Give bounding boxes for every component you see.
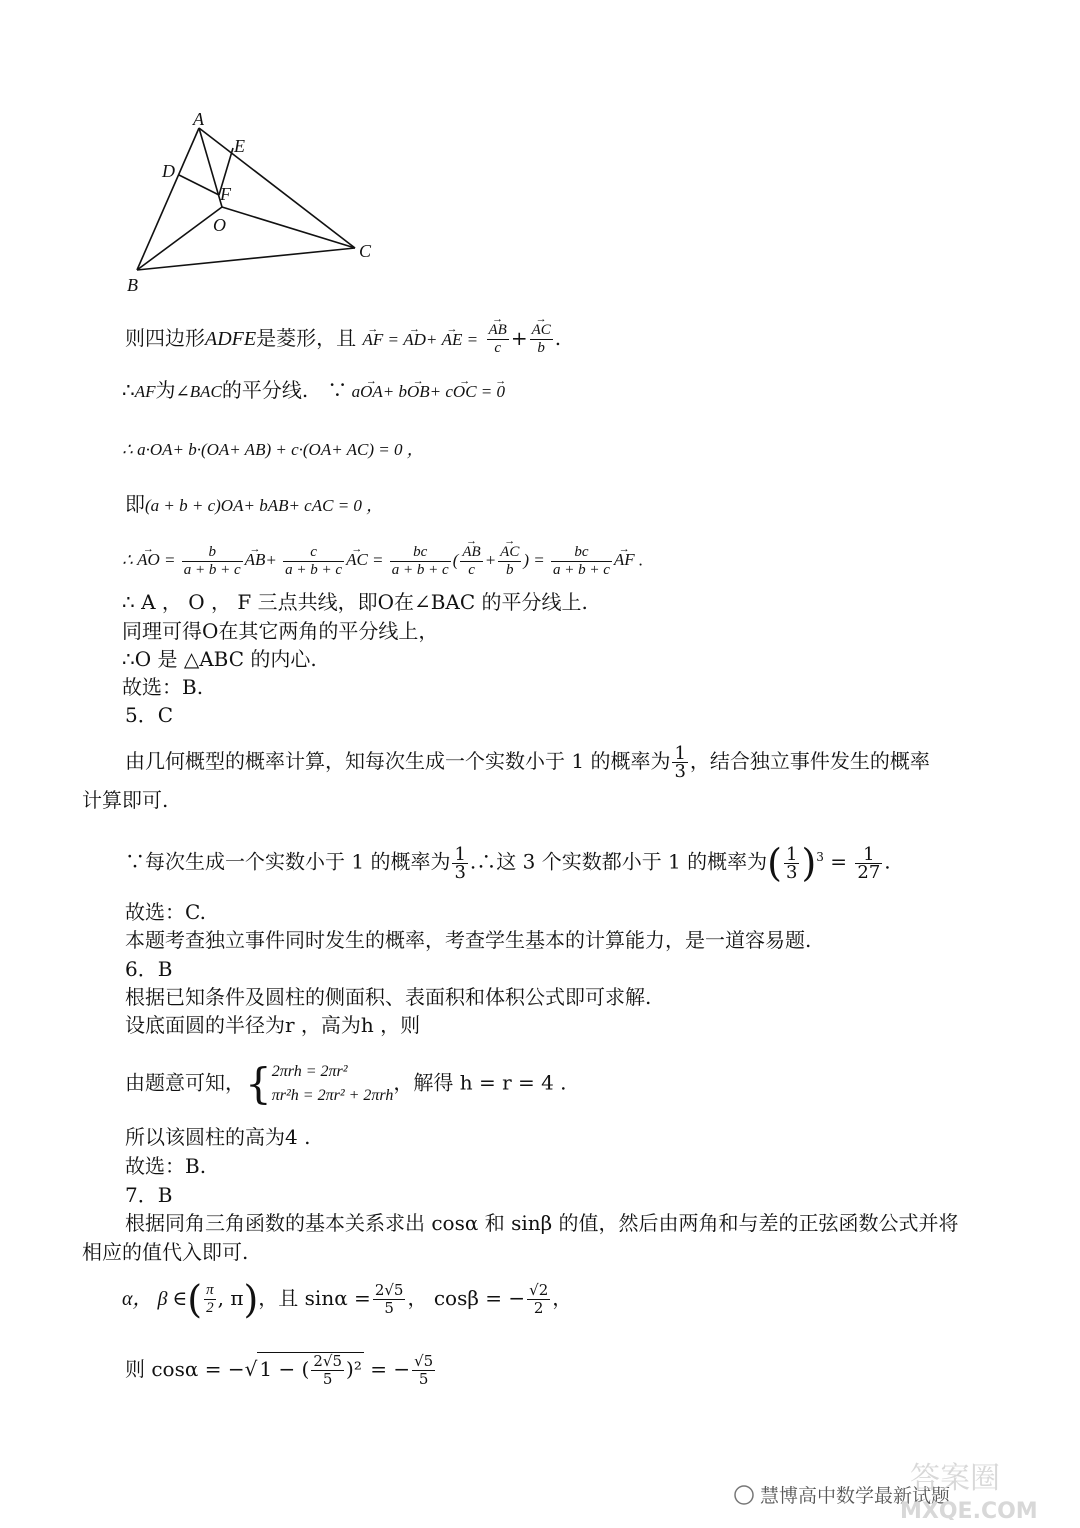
triangle-figure [115, 105, 395, 305]
answer-5: 故选：C. [125, 900, 206, 924]
label-f: F [220, 184, 231, 204]
label-c: C [359, 241, 372, 261]
vector-equation-2: 即(a + b + c)OA+ bAB+ cAC = 0 ， [125, 492, 384, 516]
q7-given: α， β ∈( $\frac{\pi}{2}$ , π)，且 sinα = $\frac{2√5}{5}$ ， cosβ = − $\frac{√2}{2}$ ， [122, 1277, 573, 1322]
bisector-statement: ∴AF为∠BAC的平分线. ∵ a→ OA+ b→ OB+ c→ OC = → 0 [122, 378, 505, 404]
question-6-heading: 6．B [125, 957, 173, 981]
edge-ab [137, 128, 199, 270]
segment-co [222, 207, 355, 248]
ao-expression: ∴ → AO = $\frac{b}{a + b + c}$ → AB+ $\frac{c}{a + b + c}$ → AC = $\frac{bc}{a + b + c}$ ( → $\frac{AB}{c}$ + → $\frac{AC}{b}$ ) = $\frac{bc}{a + b + c}$ → AF . [122, 544, 643, 579]
segment-ao [199, 128, 222, 207]
q5-analysis-line1: 由几何概型的概率计算，知每次生成一个实数小于 1 的概率为 $\frac{1}{3}$ ，结合独立事件发生的概率 [125, 743, 930, 782]
label-a: A [193, 109, 204, 129]
label-o: O [213, 215, 226, 235]
label-e: E [234, 136, 245, 156]
rhombus-statement: 则四边形ADFE是菱形，且 → AF = → AD+ → AE = → $\frac{AB}{c}$ + → $\frac{AC}{b}$ . [125, 322, 561, 357]
segment-bo [137, 207, 222, 270]
q7-analysis-line1: 根据同角三角函数的基本关系求出 cosα 和 sinβ 的值，然后由两角和与差的正弦函数公式并将 [125, 1211, 959, 1235]
q6-system: 由题意可知，{ 2πrh = 2πr² πr²h = 2πr² + 2πrh ，解得 h = r = 4 . [125, 1059, 567, 1108]
watermark-stamp: 答案圈 [910, 1461, 1000, 1496]
fraction: → $\frac{AB}{c}$ [487, 322, 509, 357]
label-b: B [127, 275, 138, 295]
answer-6: 故选：B. [125, 1154, 207, 1178]
edge-bc [137, 248, 355, 270]
q6-analysis: 根据已知条件及圆柱的侧面积、表面积和体积公式即可求解. [125, 985, 652, 1009]
text-frag: 是菱形，且 [256, 326, 357, 350]
q5-note: 本题考查独立事件同时发生的概率，考查学生基本的计算能力，是一道容易题. [125, 928, 812, 952]
vector-equation-1: ∴ a·OA+ b·(OA+ AB) + c·(OA+ AC) = 0 ， [122, 440, 424, 459]
question-5-heading: 5．C [125, 703, 174, 727]
label-d: D [162, 161, 175, 181]
q5-analysis-line2: 计算即可. [82, 788, 169, 812]
text-frag: 则四边形 [125, 326, 205, 350]
watermark-site: MXQE.COM [900, 1499, 1038, 1520]
fraction: → $\frac{AC}{b}$ [530, 322, 553, 357]
math-adfe: ADFE [205, 328, 257, 350]
wechat-icon [735, 1486, 753, 1504]
answer-4: 故选：B. [122, 675, 204, 699]
q5-solution: ∵每次生成一个实数小于 1 的概率为 $\frac{1}{3}$ .∴这 3 个实数都小于 1 的概率为( $\frac{1}{3}$ )$^3$ = $\frac{1}{27}$ . [125, 841, 891, 886]
q6-conclusion: 所以该圆柱的高为4 . [125, 1125, 311, 1149]
watermark-text: 慧博高中数学最新试题 [760, 1485, 951, 1507]
q6-setup: 设底面圆的半径为r ，高为h ，则 [125, 1013, 421, 1037]
collinear-statement: ∴ A ， O ， F 三点共线，即O在∠BAC 的平分线上. [122, 590, 588, 614]
question-7-heading: 7．B [125, 1183, 173, 1207]
watermark [730, 1460, 1060, 1520]
q7-cos-alpha: 则 cosα = −√ 1 − ( $\frac{2√5}{5}$ )² = − $\frac{√5}{5}$ [125, 1352, 434, 1388]
incenter-statement: ∴O 是 △ABC 的内心. [122, 647, 317, 671]
q7-analysis-line2: 相应的值代入即可. [82, 1240, 249, 1264]
similar-statement: 同理可得O在其它两角的平分线上， [122, 619, 439, 643]
